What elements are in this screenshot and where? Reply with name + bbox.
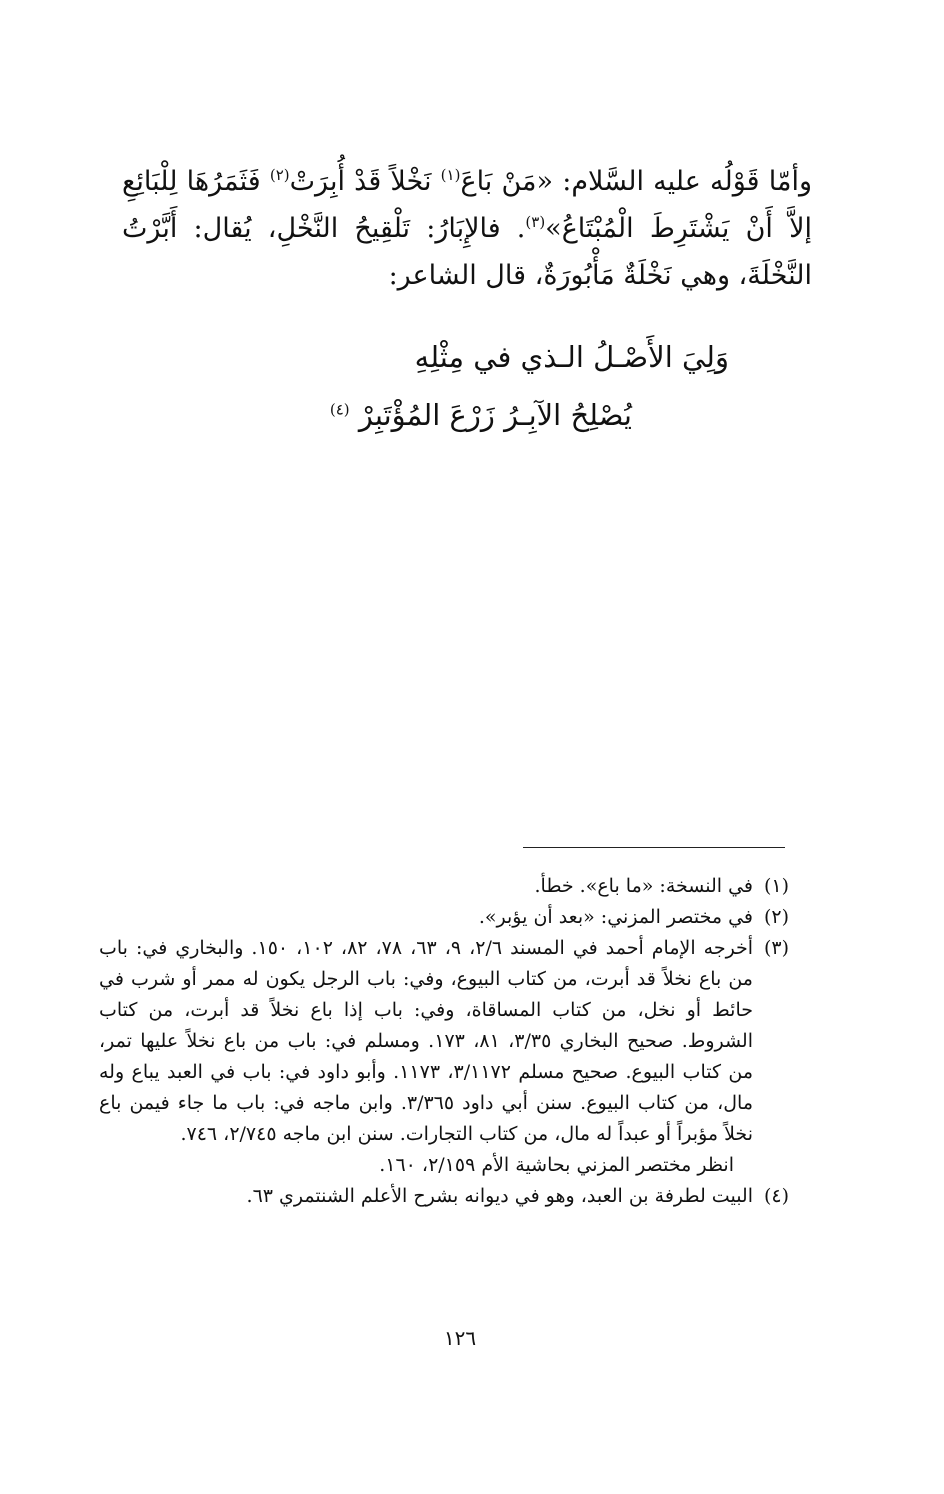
footnote-3-addendum — [99, 1150, 789, 1181]
footnote-number: (٢) — [763, 906, 789, 928]
text-segment: . فالإِبَارُ: تَلْقِيحُ النَّخْلِ، يُقال: أَبَّرْتُ النَّخْلَةَ، وهي نَخْلَةٌ مَأْبُورَةٌ، قال الشاعر: — [122, 213, 812, 291]
footnote-ref-2: (٢) — [269, 166, 290, 184]
footnote-4 — [99, 1181, 789, 1212]
footnote-3 — [99, 933, 789, 1150]
footnote-separator — [523, 847, 785, 848]
footnote-1 — [99, 871, 789, 902]
verse-line-1: وَلِيَ الأَصْـلُ الـذي في مِثْلِهِ — [414, 340, 729, 374]
footnote-text: البيت لطرفة بن العبد، وهو في ديوانه بشرح الأعلم الشنتمري ٦٣. — [246, 1185, 753, 1207]
footnotes — [99, 871, 789, 1212]
verse-text: يُصْلِحُ الآبِـرُ زَرْعَ المُؤْتَبِرْ — [358, 398, 632, 432]
text-segment: نَخْلاً قَدْ أُبِرَتْ — [289, 166, 441, 197]
footnote-text: في النسخة: «ما باع». خطأ. — [534, 875, 753, 897]
footnote-ref-1: (١) — [440, 166, 461, 184]
page-number: ١٢٦ — [443, 1326, 477, 1350]
paragraph-text — [122, 158, 812, 299]
footnote-text: أخرجه الإمام أحمد في المسند ٢/٦، ٩، ٦٣، ٧٨، ٨٢، ١٠٢، ١٥٠. والبخاري في: باب من باع نخلاً قد أبرت، من كتاب البيوع، وفي: باب الرجل يكون له ممر أو شرب في حائط أو نخل، من كتاب المساقاة، وفي: باب إذا باع نخلاً قد أبرت، من كتاب الشروط. صحيح البخاري ٣/٣٥، ٨١، ١٧٣. ومسلم في: باب من باع نخلاً عليها تمر، من كتاب البيوع. صحيح مسلم ٣/١١٧٢، ١١٧٣. وأبو داود في: باب في العبد يباع وله مال، من كتاب البيوع. سنن أبي داود ٣/٣٦٥. وابن ماجه في: باب ما جاء فيمن باع نخلاً مؤبراً أو عبداً له مال، من كتاب التجارات. سنن ابن ماجه ٢/٧٤٥، ٧٤٦. — [99, 937, 754, 1145]
main-paragraph — [122, 158, 812, 299]
footnote-number: (٤) — [763, 1185, 789, 1207]
text-segment: فَثَمَرُهَا لِلْبَائِعِ إلاَّ أَنْ يَشْتَرِطَ الْمُبْتَاعُ» — [122, 166, 812, 244]
footnote-text: في مختصر المزني: «بعد أن يؤبر». — [478, 906, 753, 928]
footnote-ref-4: (٤) — [329, 400, 350, 419]
text-segment: وأمّا قَوْلُه عليه السَّلام: «مَنْ بَاعَ — [460, 166, 812, 197]
footnote-number: (١) — [763, 875, 789, 897]
verse-line-2 — [330, 395, 632, 435]
footnote-number: (٣) — [763, 937, 789, 959]
footnote-2 — [99, 902, 789, 933]
footnote-text: انظر مختصر المزني بحاشية الأم ٢/١٥٩، ١٦٠. — [379, 1154, 734, 1176]
footnote-ref-3: (٣) — [525, 213, 546, 231]
